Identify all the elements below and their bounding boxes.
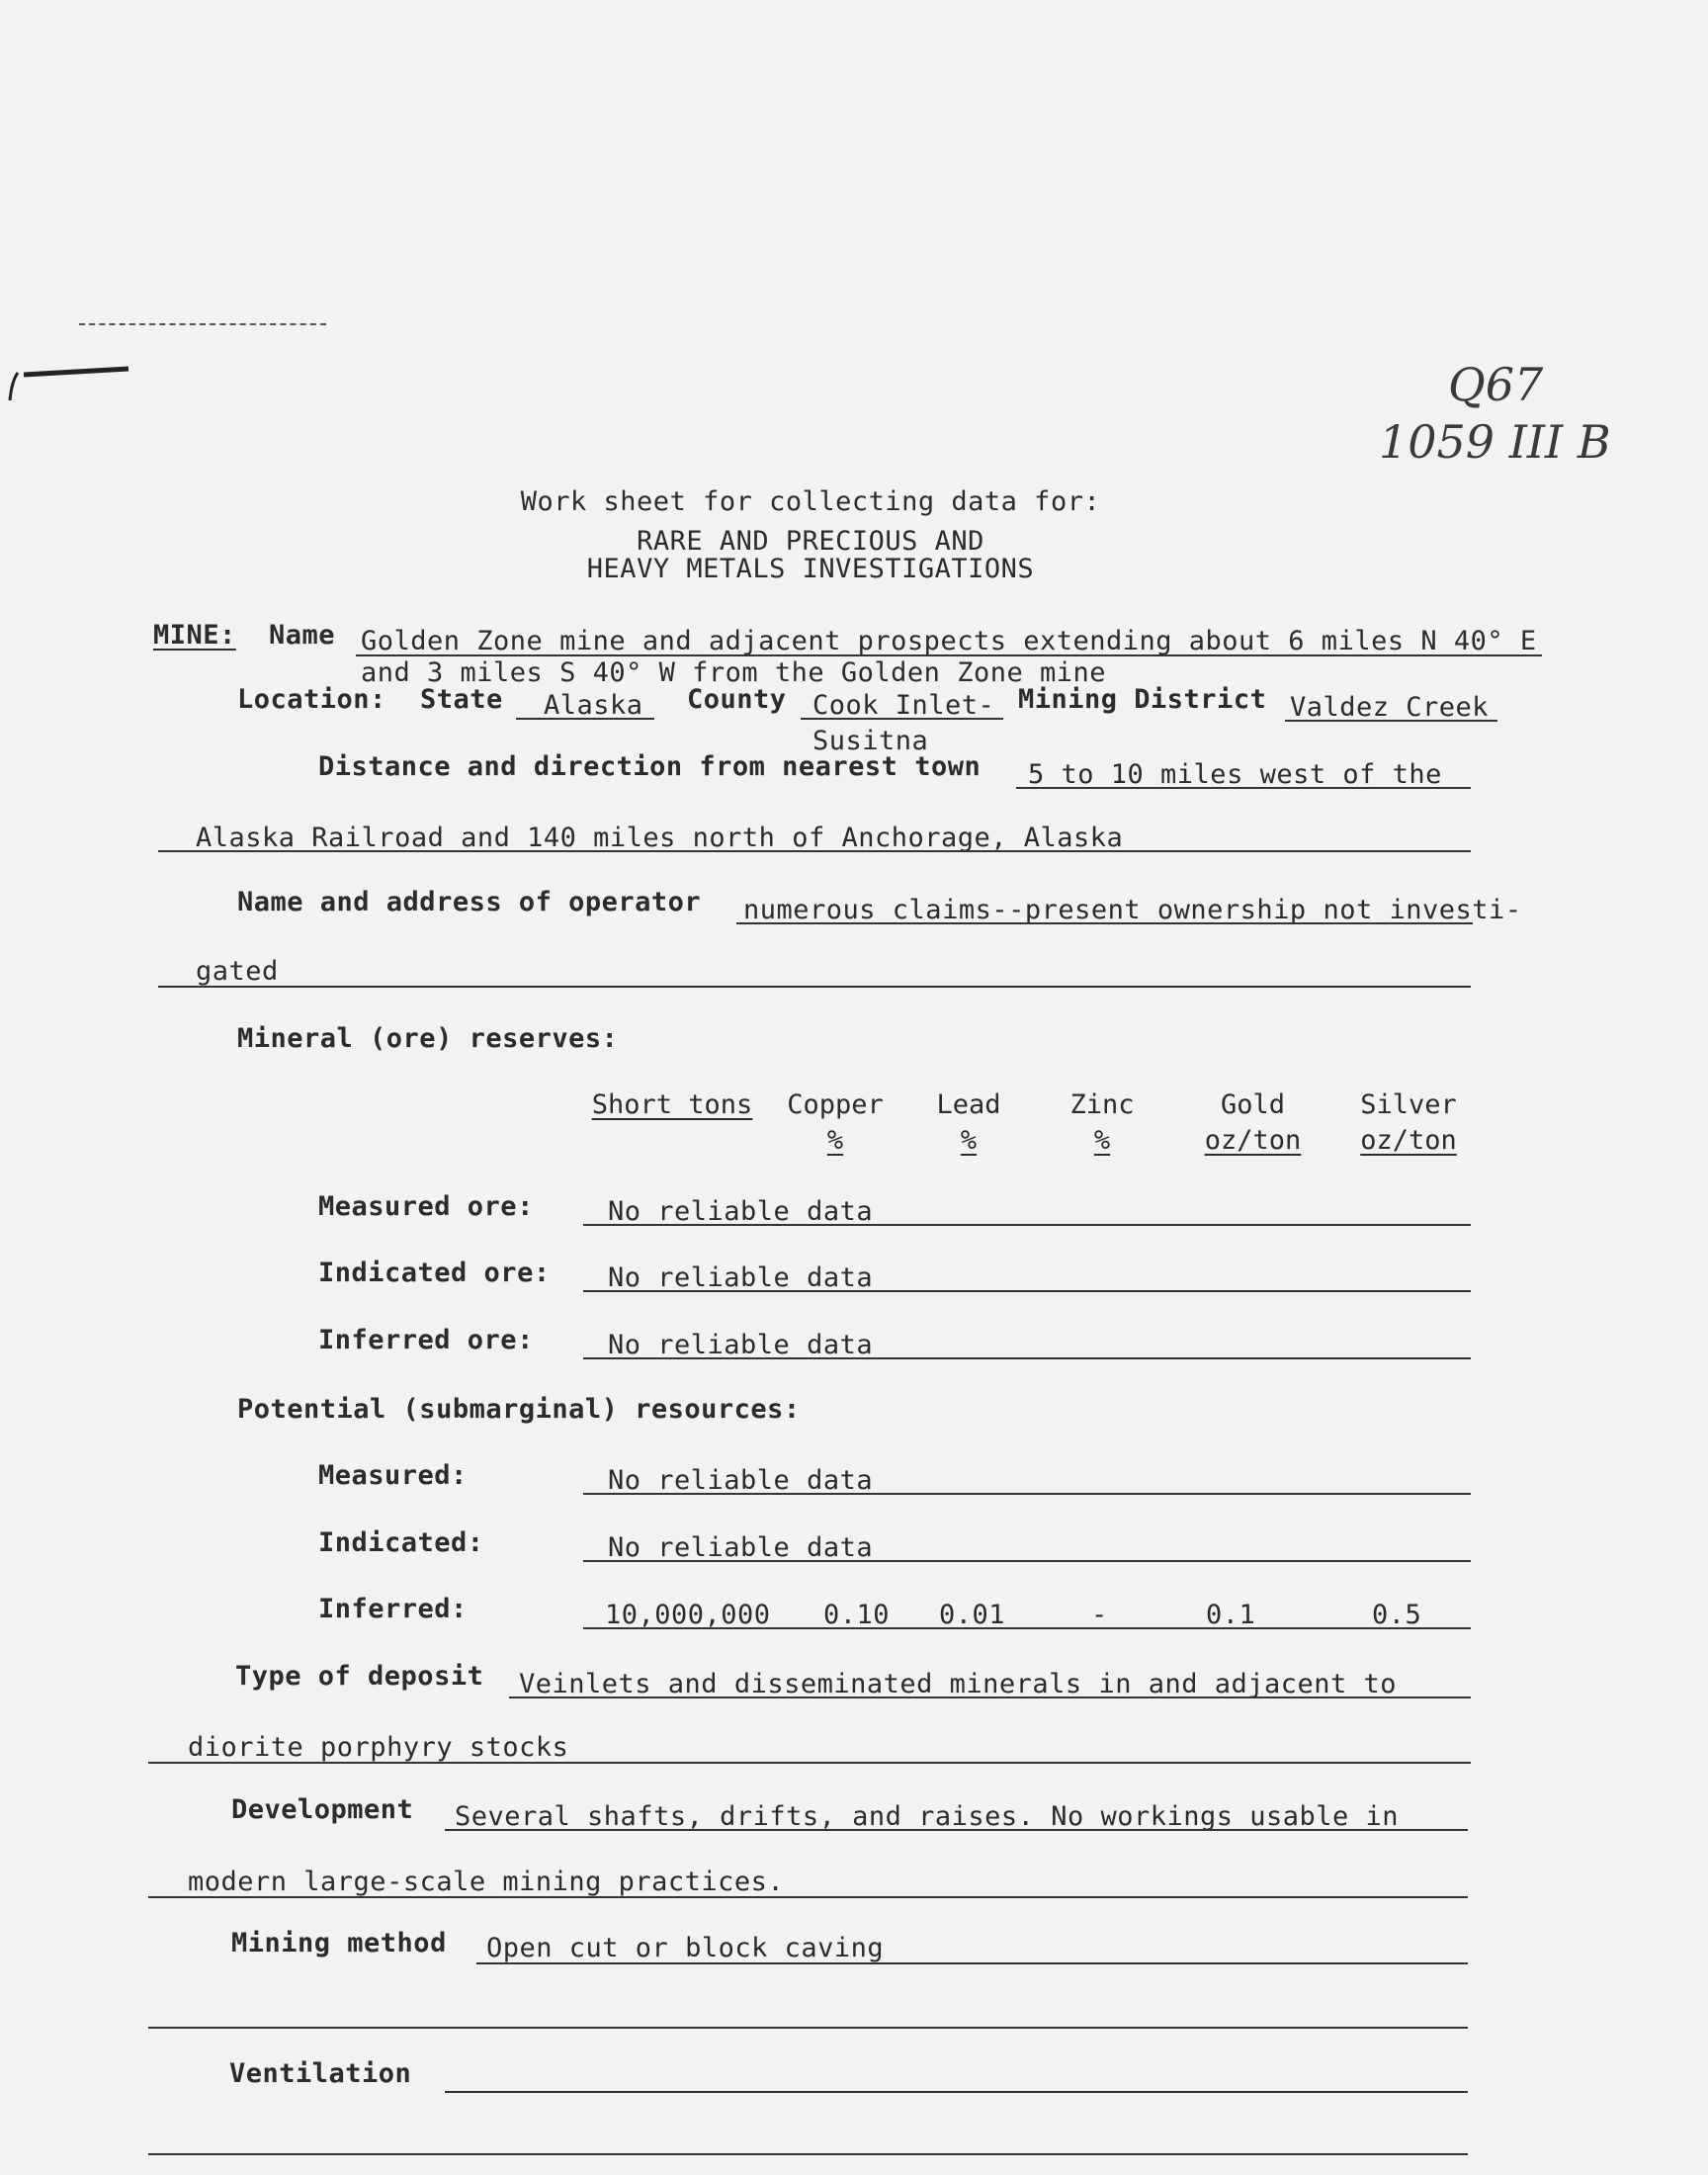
indicated-ore-label: Indicated ore: <box>318 1258 551 1288</box>
ref-annotation-1: Q67 <box>1448 358 1544 411</box>
inferred-zinc: - <box>1091 1600 1108 1630</box>
potential-indicated-line <box>583 1560 1471 1562</box>
distance-value-1: 5 to 10 miles west of the <box>1028 759 1442 790</box>
header-line-3: HEAVY METALS INVESTIGATIONS <box>586 554 1035 584</box>
name-label: Name <box>269 620 336 651</box>
development-line-1 <box>445 1829 1468 1831</box>
column-lead: Lead % <box>936 1089 1001 1156</box>
ref-annotation-2: 1059 III B <box>1379 415 1611 469</box>
potential-heading: Potential (submarginal) resources: <box>237 1394 801 1425</box>
distance-line-1 <box>1016 787 1471 789</box>
potential-measured-line <box>583 1493 1471 1495</box>
ventilation-line <box>445 2091 1468 2093</box>
measured-ore-value: No reliable data <box>608 1196 874 1227</box>
county-line <box>801 718 1003 720</box>
header-line-2: RARE AND PRECIOUS AND <box>637 526 984 557</box>
ventilation-line-2 <box>148 2153 1468 2155</box>
mine-name-line <box>356 654 1542 656</box>
potential-indicated-label: Indicated: <box>318 1527 484 1558</box>
mine-heading: MINE: <box>153 620 236 651</box>
potential-measured-label: Measured: <box>318 1460 468 1491</box>
deposit-value-1: Veinlets and disseminated minerals in and adjacent to <box>519 1669 1398 1699</box>
measured-ore-line <box>583 1224 1471 1226</box>
ventilation-label: Ventilation <box>229 2058 412 2089</box>
state-line <box>516 718 654 720</box>
measured-ore-label: Measured ore: <box>318 1191 534 1222</box>
mining-method-line <box>476 1962 1468 1964</box>
development-value-2: modern large-scale mining practices. <box>188 1867 785 1897</box>
distance-label: Distance and direction from nearest town <box>318 751 982 782</box>
potential-indicated-value: No reliable data <box>608 1532 874 1563</box>
mining-method-line-2 <box>148 2027 1468 2029</box>
distance-value-2: Alaska Railroad and 140 miles north of Anchorage, Alaska <box>196 823 1124 853</box>
distance-line-2 <box>158 850 1471 852</box>
potential-measured-value: No reliable data <box>608 1465 874 1496</box>
mining-method-label: Mining method <box>231 1928 447 1958</box>
column-short-tons: Short tons <box>591 1089 753 1120</box>
mine-name-value-1: Golden Zone mine and adjacent prospects extending about 6 miles N 40° E <box>361 626 1537 656</box>
indicated-ore-value: No reliable data <box>608 1262 874 1293</box>
inferred-gold: 0.1 <box>1206 1600 1256 1630</box>
state-label: State <box>420 684 503 715</box>
inferred-ore-label: Inferred ore: <box>318 1325 534 1355</box>
inferred-ore-line <box>583 1357 1471 1359</box>
operator-line-2 <box>158 986 1471 988</box>
scan-dash <box>79 323 326 325</box>
state-value: Alaska <box>544 690 643 721</box>
potential-inferred-line <box>583 1627 1471 1629</box>
scan-mark-icon <box>0 351 138 410</box>
mine-name-value-2: and 3 miles S 40° W from the Golden Zone mine <box>361 657 1106 688</box>
development-label: Development <box>231 1794 414 1825</box>
header-line-1: Work sheet for collecting data for: <box>520 486 1101 517</box>
mining-method-value: Open cut or block caving <box>486 1933 885 1963</box>
development-line-2 <box>148 1896 1468 1898</box>
inferred-ore-value: No reliable data <box>608 1330 874 1360</box>
indicated-ore-line <box>583 1290 1471 1292</box>
operator-value-2: gated <box>196 956 279 987</box>
column-silver: Silver oz/ton <box>1360 1089 1457 1156</box>
column-copper: Copper % <box>787 1089 884 1156</box>
deposit-value-2: diorite porphyry stocks <box>188 1732 569 1763</box>
column-zinc: Zinc % <box>1069 1089 1135 1156</box>
operator-line-1 <box>736 922 1473 924</box>
district-label: Mining District <box>1018 684 1267 715</box>
potential-inferred-label: Inferred: <box>318 1594 468 1624</box>
operator-value-1: numerous claims--present ownership not investi- <box>743 895 1522 925</box>
county-value: Cook Inlet- <box>812 690 995 721</box>
county-value-2: Susitna <box>812 726 929 756</box>
inferred-short-tons: 10,000,000 <box>605 1600 771 1630</box>
district-value: Valdez Creek <box>1290 692 1490 723</box>
location-label: Location: <box>237 684 386 715</box>
operator-label: Name and address of operator <box>237 887 702 917</box>
reserves-heading: Mineral (ore) reserves: <box>237 1023 619 1054</box>
district-line <box>1285 720 1497 722</box>
inferred-silver: 0.5 <box>1372 1600 1422 1630</box>
inferred-lead: 0.01 <box>939 1600 1006 1630</box>
deposit-label: Type of deposit <box>235 1661 484 1692</box>
development-value-1: Several shafts, drifts, and raises. No workings usable in <box>455 1801 1400 1832</box>
deposit-line-2 <box>148 1762 1471 1764</box>
column-gold: Gold oz/ton <box>1204 1089 1302 1156</box>
inferred-copper: 0.10 <box>823 1600 891 1630</box>
deposit-line-1 <box>509 1696 1471 1698</box>
county-label: County <box>687 684 787 715</box>
